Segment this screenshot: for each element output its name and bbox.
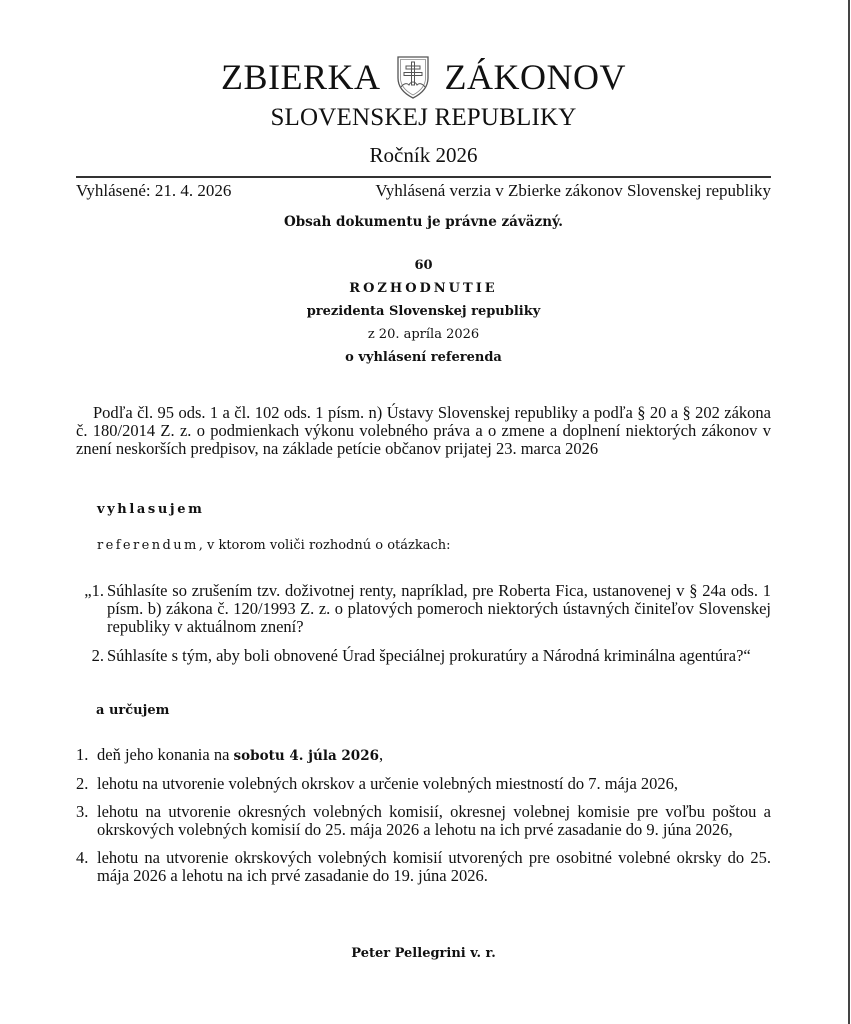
item-text: lehotu na utvorenie okrskových volebných komisií utvorených pre osobitné volebné okrsky do 25. mája 2026 a lehotu na ich prvé zasadanie do 19. júna 2026. (97, 848, 771, 885)
decision-date: z 20. apríla 2026 (367, 327, 480, 342)
published-version: Vyhlásená verzia v Zbierke zákonov Slovenskej republiky (375, 181, 771, 200)
masthead-title-right: ZÁKONOV (444, 57, 626, 97)
slovak-coat-of-arms-icon (395, 54, 431, 100)
signature: Peter Pellegrini v. r. (351, 946, 496, 961)
question-text: Súhlasíte s tým, aby boli obnovené Úrad špeciálnej prokuratúry a Národná kriminálna agentúra?“ (107, 646, 751, 665)
masthead (76, 52, 771, 133)
declare-heading: vyhlasujem (97, 502, 205, 517)
item-number: 2. (76, 774, 89, 793)
determination-item (76, 775, 771, 793)
referendum-questions (76, 582, 771, 676)
decision-number: 60 (414, 258, 433, 273)
masthead-title-left: ZBIERKA (221, 57, 381, 97)
question-item (76, 647, 771, 665)
determination-item (76, 803, 771, 839)
preamble-paragraph: Podľa čl. 95 ods. 1 a čl. 102 ods. 1 písm. n) Ústavy Slovenskej republiky a podľa § 20 a § 202 zákona č. 180/2014 Z. z. o podmienkach výkonu volebného práva a o zmene a doplnení niektorých zákonov v znení neskorších predpisov, na základe petície občanov prijatej 23. marca 2026 (76, 403, 771, 458)
item-text: lehotu na utvorenie okresných volebných komisií, okresnej volebnej komisie pre voľbu poštou a okrskových volebných komisií do 25. mája 2026 a lehotu na ich prvé zasadanie do 9. júna 2026, (97, 802, 771, 839)
determination-item (76, 746, 771, 765)
determination-item (76, 849, 771, 885)
determination-list (76, 746, 771, 895)
referendum-intro-rest: , v ktorom voliči rozhodnú o otázkach: (198, 538, 451, 553)
item-text-bold: sobotu 4. júla 2026 (233, 748, 379, 764)
volume-year: Ročník 2026 (369, 143, 478, 167)
question-text: Súhlasíte so zrušením tzv. doživotnej renty, napríklad, pre Roberta Fica, ustanovenej v § 24a ods. 1 písm. b) zákona č. 120/1993 Z. z. o platových pomeroch niektorých ústavných činiteľov Slovenskej republiky v aktuálnom znení? (107, 581, 771, 636)
published-date: Vyhlásené: 21. 4. 2026 (76, 181, 232, 200)
masthead-subtitle: SLOVENSKEJ REPUBLIKY (270, 104, 577, 131)
header-rule (76, 176, 771, 178)
item-text: lehotu na utvorenie volebných okrskov a určenie volebných miestností do 7. mája 2026, (97, 774, 679, 793)
item-number: 4. (76, 848, 89, 867)
question-number: „1. (84, 581, 104, 600)
binding-note: Obsah dokumentu je právne záväzný. (283, 214, 564, 230)
question-item (76, 582, 771, 636)
item-text: deň jeho konania na (97, 745, 234, 764)
item-number: 1. (76, 745, 89, 764)
decision-kind: ROZHODNUTIE (349, 281, 498, 296)
referendum-intro (97, 536, 451, 556)
item-text-after: , (379, 745, 384, 764)
decision-issuer: prezidenta Slovenskej republiky (306, 304, 541, 319)
page-edge-border (848, 0, 850, 1024)
question-number: 2. (91, 646, 104, 665)
decision-subject: o vyhlásení referenda (345, 350, 502, 365)
item-number: 3. (76, 802, 89, 821)
referendum-word: referendum (97, 538, 199, 553)
publication-meta (76, 180, 771, 202)
decision-header (76, 254, 771, 369)
masthead-title-row (76, 52, 771, 102)
determine-heading: a určujem (96, 703, 170, 718)
